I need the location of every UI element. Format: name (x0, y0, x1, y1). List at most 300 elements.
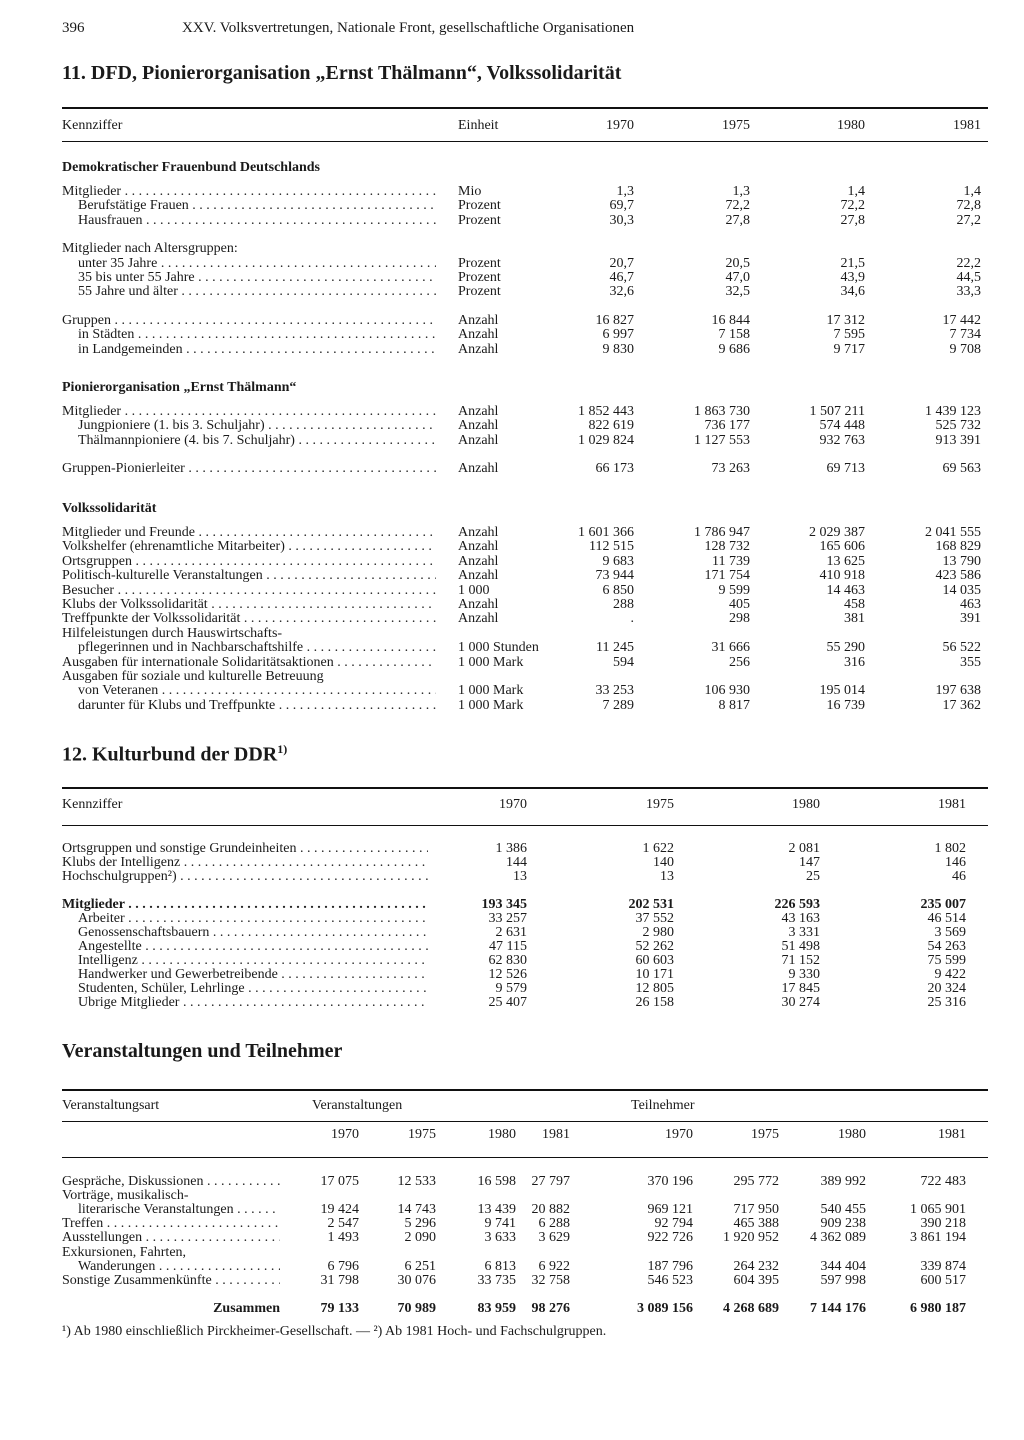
table-row (62, 271, 988, 285)
row-value: 25 (806, 870, 820, 884)
rule-top (62, 107, 988, 109)
row-value: 2 041 555 (925, 526, 981, 540)
table-row (62, 1231, 988, 1245)
section-11-title: 11. DFD, Pionierorganisation „Ernst Thälmann“, Volkssolidarität (62, 62, 622, 84)
row-value: 69 563 (942, 462, 981, 477)
footnote: ¹) Ab 1980 einschließlich Pirckheimer-Gesellschaft. — ²) Ab 1981 Hoch- und Fachschulgruppen. (62, 1324, 607, 1339)
row-value: 12 526 (488, 968, 527, 982)
row-value: 14 035 (942, 583, 981, 598)
row-unit: Anzahl (458, 433, 499, 448)
table-row (62, 641, 988, 655)
row-label: Berufstätige Frauen . . . (62, 199, 436, 213)
row-value: 22,2 (956, 256, 981, 271)
row-value: 146 (945, 856, 966, 870)
row-label: pflegerinnen und in Nachbarschaftshilfe . . . (62, 641, 436, 655)
table-row (62, 968, 988, 982)
row-value: 6 997 (602, 328, 634, 343)
header-year: 1975 (646, 798, 674, 812)
row-value: 11 739 (712, 554, 750, 569)
row-value: 72,2 (840, 199, 865, 214)
row-value: 2 081 (788, 842, 820, 856)
row-value: 44,5 (956, 271, 981, 285)
table-row (62, 343, 988, 357)
row-label: Mitglieder und Freunde . . . (62, 526, 436, 540)
table-row (62, 555, 988, 569)
row-value: 73 944 (595, 569, 634, 584)
row-unit: Anzahl (458, 342, 499, 357)
row-value: 25 316 (927, 996, 966, 1010)
row-value: 187 796 (647, 1259, 693, 1274)
row-unit: Prozent (458, 199, 501, 214)
row-value: 72,8 (956, 199, 981, 214)
row-value: 51 498 (781, 940, 820, 954)
row-value: 12 805 (635, 982, 674, 996)
row-label: Exkursionen, Fahrten, (62, 1245, 187, 1260)
row-value: 195 014 (819, 684, 865, 699)
row-value: 26 158 (635, 996, 674, 1010)
row-value: 66 173 (595, 462, 634, 477)
header-year: 1970 (665, 1128, 693, 1142)
row-label: Wanderungen . . . (62, 1260, 280, 1274)
row-label: Politisch-kulturelle Veranstaltungen . . . (62, 569, 436, 583)
row-label: Arbeiter . . . (62, 912, 428, 926)
row-label: Mitglieder . . . (62, 405, 436, 419)
row-value: 9 599 (718, 583, 750, 598)
header-year: 1975 (751, 1128, 779, 1142)
row-value: 43 163 (781, 912, 820, 926)
row-value: 736 177 (704, 419, 750, 434)
row-value: 1 507 211 (809, 405, 865, 419)
row-value: 46,7 (609, 271, 634, 285)
rule-header (62, 1157, 988, 1158)
row-value: 16 827 (595, 313, 634, 328)
row-value: 202 531 (628, 898, 674, 912)
row-label: unter 35 Jahre . . . (62, 257, 436, 271)
row-label: Mitglieder . . . (62, 898, 428, 912)
group-title (62, 381, 988, 395)
row-value: 16 598 (477, 1175, 516, 1189)
row-value: 31 798 (320, 1273, 359, 1288)
row-value: 27,8 (725, 213, 750, 228)
row-unit: Anzahl (458, 328, 499, 343)
total-label: Zusammen (213, 1302, 280, 1316)
row-value: 6 288 (538, 1217, 570, 1232)
table-row (62, 405, 988, 419)
row-value: 60 603 (635, 954, 674, 968)
row-value: 1 065 901 (910, 1203, 966, 1218)
row-value: 13 (660, 870, 674, 884)
row-value: 37 552 (635, 912, 674, 926)
row-value: 264 232 (733, 1259, 779, 1274)
header-year: 1981 (938, 798, 966, 812)
row-value: 92 794 (654, 1217, 693, 1232)
row-label: Mitglieder nach Altersgruppen: (62, 242, 238, 257)
table-row (62, 627, 988, 641)
total-value: 83 959 (477, 1302, 516, 1316)
header-year: 1970 (499, 798, 527, 812)
group-title-text: Volkssolidarität (62, 502, 157, 516)
header-veranstaltungsart: Veranstaltungsart (62, 1099, 160, 1113)
header-year: 1975 (408, 1128, 436, 1142)
row-value: 11 245 (596, 641, 634, 656)
table-row (62, 954, 988, 968)
row-label: Klubs der Intelligenz . . . (62, 856, 428, 870)
header-einheit: Einheit (458, 119, 499, 133)
row-value: 722 483 (920, 1175, 966, 1189)
table-row (62, 328, 988, 342)
row-value: 9 579 (495, 982, 527, 996)
row-value: 370 196 (647, 1175, 693, 1189)
total-row (62, 1302, 988, 1316)
header-year: 1975 (722, 119, 750, 133)
row-value: 2 631 (495, 926, 527, 940)
row-value: 1 493 (327, 1231, 359, 1246)
row-label: in Landgemeinden . . . (62, 343, 436, 357)
row-value: 922 726 (647, 1231, 693, 1246)
row-value: 72,2 (725, 199, 750, 214)
row-label: Hilfeleistungen durch Hauswirtschafts- (62, 626, 283, 641)
row-label: Ausgaben für internationale Solidaritätsaktionen . . . (62, 656, 436, 670)
row-unit: Prozent (458, 271, 501, 285)
row-value: 20,5 (725, 256, 750, 271)
row-unit: Anzahl (458, 419, 499, 434)
row-value: 381 (844, 612, 865, 627)
row-value: 33 253 (595, 684, 634, 699)
total-value: 70 989 (397, 1302, 436, 1316)
row-value: 1,3 (616, 185, 634, 199)
row-value: 3 629 (538, 1231, 570, 1246)
row-value: 226 593 (774, 898, 820, 912)
row-value: 33,3 (956, 285, 981, 300)
row-label: Genossenschaftsbauern . . . (62, 926, 428, 940)
row-label: Jungpioniere (1. bis 3. Schuljahr) . . . (62, 419, 436, 433)
row-value: 1,4 (963, 185, 981, 199)
row-value: 3 861 194 (910, 1231, 966, 1246)
table-row (62, 257, 988, 271)
row-value: 140 (653, 856, 674, 870)
row-unit: Prozent (458, 256, 501, 271)
table-row (62, 982, 988, 996)
row-value: 1 029 824 (578, 433, 634, 448)
row-unit: Prozent (458, 213, 501, 228)
row-value: 1 920 952 (723, 1231, 779, 1246)
header-row (62, 119, 988, 133)
header-year: 1980 (792, 798, 820, 812)
row-value: 1 127 553 (694, 433, 750, 448)
table-row (62, 1217, 988, 1231)
row-label: darunter für Klubs und Treffpunkte . . . (62, 699, 436, 713)
row-value: 16 844 (711, 313, 750, 328)
row-value: 1 786 947 (694, 526, 750, 540)
row-value: 144 (506, 856, 527, 870)
table-row (62, 214, 988, 228)
row-label: Gruppen-Pionierleiter . . . (62, 462, 436, 476)
header-year: 1980 (488, 1128, 516, 1142)
row-value: 717 950 (733, 1203, 779, 1218)
header-kennziffer: Kennziffer (62, 798, 123, 812)
row-label: Thälmannpioniere (4. bis 7. Schuljahr) . . . (62, 434, 436, 448)
events-title: Veranstaltungen und Teilnehmer (62, 1040, 343, 1062)
row-unit: 1 000 Mark (458, 684, 524, 699)
table-row (62, 670, 988, 684)
row-unit: Anzahl (458, 540, 499, 555)
table-row (62, 314, 988, 328)
header-year: 1980 (838, 1128, 866, 1142)
row-value: 600 517 (920, 1273, 966, 1288)
row-value: 13 790 (942, 554, 981, 569)
row-value: 73 263 (711, 462, 750, 477)
table-row (62, 912, 988, 926)
row-value: 34,6 (840, 285, 865, 300)
row-label: literarische Veranstaltungen . . . (62, 1203, 280, 1217)
table-row (62, 870, 988, 884)
row-value: . (630, 612, 634, 627)
row-label: Sonstige Zusammenkünfte . . . (62, 1274, 280, 1288)
row-value: 75 599 (927, 954, 966, 968)
section-12-title (62, 742, 287, 767)
row-label: Ortsgruppen . . . (62, 555, 436, 569)
row-value: 165 606 (819, 540, 865, 555)
row-value: 17 845 (781, 982, 820, 996)
footnote-marker: 1) (277, 742, 288, 756)
table-row (62, 612, 988, 626)
group-header-row (62, 1099, 988, 1113)
row-value: 32,5 (725, 285, 750, 300)
row-value: 2 090 (404, 1231, 436, 1246)
row-value: 9 330 (788, 968, 820, 982)
row-value: 69 713 (826, 462, 865, 477)
row-value: 909 238 (820, 1217, 866, 1232)
row-value: 355 (960, 655, 981, 670)
row-value: 30 274 (781, 996, 820, 1010)
table-row (62, 940, 988, 954)
table-row (62, 242, 988, 256)
row-value: 62 830 (488, 954, 527, 968)
table-row (62, 584, 988, 598)
row-value: 1 622 (642, 842, 674, 856)
row-unit: 1 000 Mark (458, 655, 524, 670)
row-value: 465 388 (733, 1217, 779, 1232)
row-value: 106 930 (704, 684, 750, 699)
row-label: Vorträge, musikalisch- (62, 1189, 189, 1204)
row-label: Hausfrauen . . . (62, 214, 436, 228)
row-value: 20,7 (609, 256, 634, 271)
row-value: 3 331 (788, 926, 820, 940)
row-unit: Anzahl (458, 405, 499, 419)
header-row (62, 798, 988, 812)
row-unit: Anzahl (458, 313, 499, 328)
row-value: 1 863 730 (694, 405, 750, 419)
row-value: 30,3 (609, 213, 634, 228)
header-year: 1981 (938, 1128, 966, 1142)
table-row (62, 285, 988, 299)
row-value: 27,8 (840, 213, 865, 228)
row-label: Besucher . . . (62, 584, 436, 598)
row-value: 193 345 (481, 898, 527, 912)
rule-header (62, 825, 988, 826)
row-label: Mitglieder . . . (62, 185, 436, 199)
row-value: 6 796 (327, 1259, 359, 1274)
row-value: 822 619 (588, 419, 634, 434)
row-value: 5 296 (404, 1217, 436, 1232)
table-row (62, 898, 988, 912)
table-row (62, 1189, 988, 1203)
header-year: 1981 (542, 1128, 570, 1142)
row-value: 31 666 (711, 641, 750, 656)
row-value: 147 (799, 856, 820, 870)
row-value: 43,9 (840, 271, 865, 285)
table-row (62, 842, 988, 856)
total-value: 98 276 (531, 1302, 570, 1316)
row-unit: Anzahl (458, 598, 499, 612)
row-value: 54 263 (927, 940, 966, 954)
row-value: 3 569 (934, 926, 966, 940)
row-value: 12 533 (397, 1175, 436, 1189)
row-value: 197 638 (935, 684, 981, 699)
total-value: 6 980 187 (910, 1302, 966, 1316)
row-value: 30 076 (397, 1273, 436, 1288)
header-year: 1981 (953, 119, 981, 133)
row-value: 295 772 (733, 1175, 779, 1189)
row-label: 55 Jahre und älter . . . (62, 285, 436, 299)
row-unit: Mio (458, 185, 482, 199)
row-value: 69,7 (609, 199, 634, 214)
row-value: 2 980 (642, 926, 674, 940)
row-value: 17 362 (942, 698, 981, 713)
row-value: 235 007 (920, 898, 966, 912)
row-value: 128 732 (704, 540, 750, 555)
row-unit: Anzahl (458, 569, 499, 584)
header-year: 1970 (606, 119, 634, 133)
row-label: Hochschulgruppen²) . . . (62, 870, 428, 884)
row-unit: 1 000 Stunden (458, 641, 539, 656)
running-title: XXV. Volksvertretungen, Nationale Front, gesellschaftliche Organisationen (182, 20, 635, 36)
table-row (62, 926, 988, 940)
row-value: 32,6 (609, 285, 634, 300)
row-value: 55 290 (826, 641, 865, 656)
row-unit: Anzahl (458, 612, 499, 627)
row-value: 7 595 (833, 328, 865, 343)
table-row (62, 199, 988, 213)
row-value: 389 992 (820, 1175, 866, 1189)
row-value: 47,0 (725, 271, 750, 285)
row-value: 463 (960, 598, 981, 612)
row-label: Ausstellungen . . . (62, 1231, 280, 1245)
row-label: Treffpunkte der Volkssolidarität . . . (62, 612, 436, 626)
row-value: 9 741 (484, 1217, 516, 1232)
total-value: 7 144 176 (810, 1302, 866, 1316)
row-value: 574 448 (819, 419, 865, 434)
row-value: 7 289 (602, 698, 634, 713)
total-value: 79 133 (320, 1302, 359, 1316)
table-row (62, 1175, 988, 1189)
row-value: 597 998 (820, 1273, 866, 1288)
row-value: 410 918 (819, 569, 865, 584)
row-value: 391 (960, 612, 981, 627)
row-label: 35 bis unter 55 Jahre . . . (62, 271, 436, 285)
row-value: 594 (613, 655, 634, 670)
table-row (62, 569, 988, 583)
row-value: 344 404 (820, 1259, 866, 1274)
row-value: 546 523 (647, 1273, 693, 1288)
row-value: 390 218 (920, 1217, 966, 1232)
row-value: 1 802 (934, 842, 966, 856)
group-title (62, 502, 988, 516)
row-label: Angestellte . . . (62, 940, 428, 954)
row-value: 9 717 (833, 342, 865, 357)
row-value: 1 852 443 (578, 405, 634, 419)
table-row (62, 526, 988, 540)
row-value: 19 424 (320, 1203, 359, 1218)
row-label: Intelligenz . . . (62, 954, 428, 968)
row-value: 13 625 (826, 554, 865, 569)
row-unit: Anzahl (458, 554, 499, 569)
table-row (62, 656, 988, 670)
row-value: 6 922 (538, 1259, 570, 1274)
row-label: Übrige Mitglieder . . . (62, 996, 428, 1010)
row-value: 52 262 (635, 940, 674, 954)
row-value: 288 (613, 598, 634, 612)
row-value: 46 (952, 870, 966, 884)
table-row (62, 856, 988, 870)
row-value: 298 (729, 612, 750, 627)
row-value: 423 586 (935, 569, 981, 584)
group-title (62, 161, 988, 175)
row-value: 540 455 (820, 1203, 866, 1218)
row-value: 27 797 (531, 1175, 570, 1189)
rule-top (62, 1089, 988, 1091)
row-value: 9 830 (602, 342, 634, 357)
row-value: 20 324 (927, 982, 966, 996)
row-unit: 1 000 (458, 583, 490, 598)
rule-group (62, 1121, 988, 1122)
row-value: 33 257 (488, 912, 527, 926)
row-value: 13 (513, 870, 527, 884)
row-value: 1,4 (847, 185, 865, 199)
row-value: 7 734 (949, 328, 981, 343)
table-row (62, 1260, 988, 1274)
page-header (62, 20, 634, 37)
page-number: 396 (62, 20, 85, 36)
row-value: 21,5 (840, 256, 865, 271)
row-label: Gruppen . . . (62, 314, 436, 328)
table-row (62, 434, 988, 448)
year-header-row (62, 1128, 988, 1142)
row-label: Treffen . . . (62, 1217, 280, 1231)
table-row (62, 684, 988, 698)
header-kennziffer: Kennziffer (62, 119, 123, 133)
table-row (62, 185, 988, 199)
row-value: 13 439 (477, 1203, 516, 1218)
row-value: 3 633 (484, 1231, 516, 1246)
row-unit: Anzahl (458, 526, 499, 540)
row-value: 17 075 (320, 1175, 359, 1189)
row-value: 71 152 (781, 954, 820, 968)
row-label: von Veteranen . . . (62, 684, 436, 698)
row-value: 1,3 (732, 185, 750, 199)
rule-header (62, 141, 988, 142)
table-row (62, 540, 988, 554)
row-value: 932 763 (819, 433, 865, 448)
group-title-text: Demokratischer Frauenbund Deutschlands (62, 161, 320, 175)
total-value: 3 089 156 (637, 1302, 693, 1316)
row-value: 9 683 (602, 554, 634, 569)
row-value: 969 121 (647, 1203, 693, 1218)
row-value: 913 391 (935, 433, 981, 448)
row-value: 9 422 (934, 968, 966, 982)
row-value: 9 686 (718, 342, 750, 357)
row-value: 33 735 (477, 1273, 516, 1288)
